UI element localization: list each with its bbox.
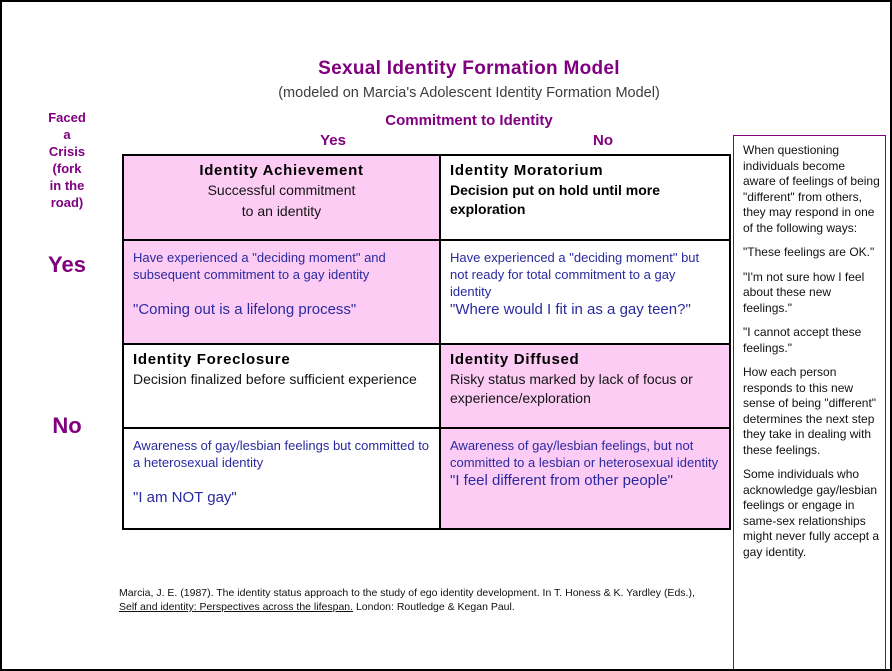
diffused-body-text: Awareness of gay/lesbian feelings, but not committed to a lesbian or heterosexual identity bbox=[450, 438, 719, 470]
cell-achievement-header bbox=[124, 156, 439, 239]
column-axis-header: Commitment to Identity bbox=[385, 112, 553, 129]
moratorium-body-text: Have experienced a "deciding moment" but not ready for total commitment to a gay identity bbox=[450, 250, 700, 299]
cell-foreclosure-header bbox=[124, 345, 439, 427]
cell-moratorium-header bbox=[441, 156, 729, 239]
citation-book-title: Self and identity: Perspectives across the lifespan. bbox=[119, 601, 354, 613]
moratorium-quote: "Where would I fit in as a gay teen?" bbox=[450, 301, 691, 318]
citation bbox=[119, 586, 711, 614]
foreclosure-desc: Decision finalized before sufficient experience bbox=[133, 371, 417, 387]
note-paragraph: "I'm not sure how I feel about these new feelings." bbox=[743, 269, 865, 315]
row-axis-line: Faced bbox=[48, 110, 86, 125]
page-title: Sexual Identity Formation Model bbox=[318, 58, 620, 79]
identity-matrix-table bbox=[122, 154, 731, 530]
cell-foreclosure-body bbox=[124, 429, 439, 528]
citation-prefix: Marcia, J. E. (1987). The identity status approach to the study of ego identity development. In T. Honess & K. Yardley (Eds.), bbox=[119, 587, 695, 599]
diffused-desc: Risky status marked by lack of focus or experience/exploration bbox=[450, 371, 693, 406]
foreclosure-quote: "I am NOT gay" bbox=[133, 489, 237, 506]
diffused-quote: "I feel different from other people" bbox=[450, 472, 674, 489]
achievement-body-text: Have experienced a "deciding moment" and subsequent commitment to a gay identity bbox=[133, 250, 386, 282]
achievement-desc-line1: Successful commitment bbox=[207, 182, 356, 198]
achievement-quote: "Coming out is a lifelong process" bbox=[133, 301, 357, 318]
foreclosure-title: Identity Foreclosure bbox=[133, 351, 291, 368]
note-paragraph: "These feelings are OK." bbox=[743, 245, 875, 259]
row-label-yes: Yes bbox=[48, 252, 86, 277]
note-paragraph: "I cannot accept these feelings." bbox=[743, 325, 862, 355]
cell-achievement-body bbox=[124, 241, 439, 343]
row-label-no: No bbox=[52, 413, 82, 438]
note-paragraph: Some individuals who acknowledge gay/lesbian feelings or engage in same-sex relationships might never fully accept a gay identity. bbox=[743, 467, 880, 559]
diffused-title: Identity Diffused bbox=[450, 351, 580, 368]
column-label-no: No bbox=[593, 132, 613, 149]
cell-diffused-body bbox=[441, 429, 729, 528]
achievement-desc-line2: to an identity bbox=[241, 203, 322, 219]
row-axis-line: road) bbox=[50, 195, 84, 210]
row-axis-line: in the bbox=[49, 178, 85, 193]
page-subtitle: (modeled on Marcia's Adolescent Identity Formation Model) bbox=[278, 85, 660, 101]
row-axis-line: a bbox=[63, 127, 71, 142]
foreclosure-body-text: Awareness of gay/lesbian feelings but committed to a heterosexual identity bbox=[133, 438, 430, 470]
moratorium-desc: Decision put on hold until more exploration bbox=[450, 182, 660, 217]
moratorium-title: Identity Moratorium bbox=[450, 162, 604, 179]
achievement-title: Identity Achievement bbox=[199, 162, 364, 179]
cell-moratorium-body bbox=[441, 241, 729, 343]
row-axis-line: Crisis bbox=[48, 144, 86, 159]
cell-diffused-header bbox=[441, 345, 729, 427]
questioning-note-panel bbox=[733, 135, 886, 671]
column-label-yes: Yes bbox=[320, 132, 346, 149]
row-axis-header bbox=[17, 109, 117, 211]
citation-suffix: London: Routledge & Kegan Paul. bbox=[353, 601, 515, 613]
note-paragraph: When questioning individuals become aware of feelings of being "different" from others, they may respond in one of the following ways: bbox=[743, 143, 880, 235]
note-paragraph: How each person responds to this new sense of being "different" determines the next step they take in dealing with these feelings. bbox=[743, 365, 877, 457]
row-axis-line: (fork bbox=[52, 161, 82, 176]
